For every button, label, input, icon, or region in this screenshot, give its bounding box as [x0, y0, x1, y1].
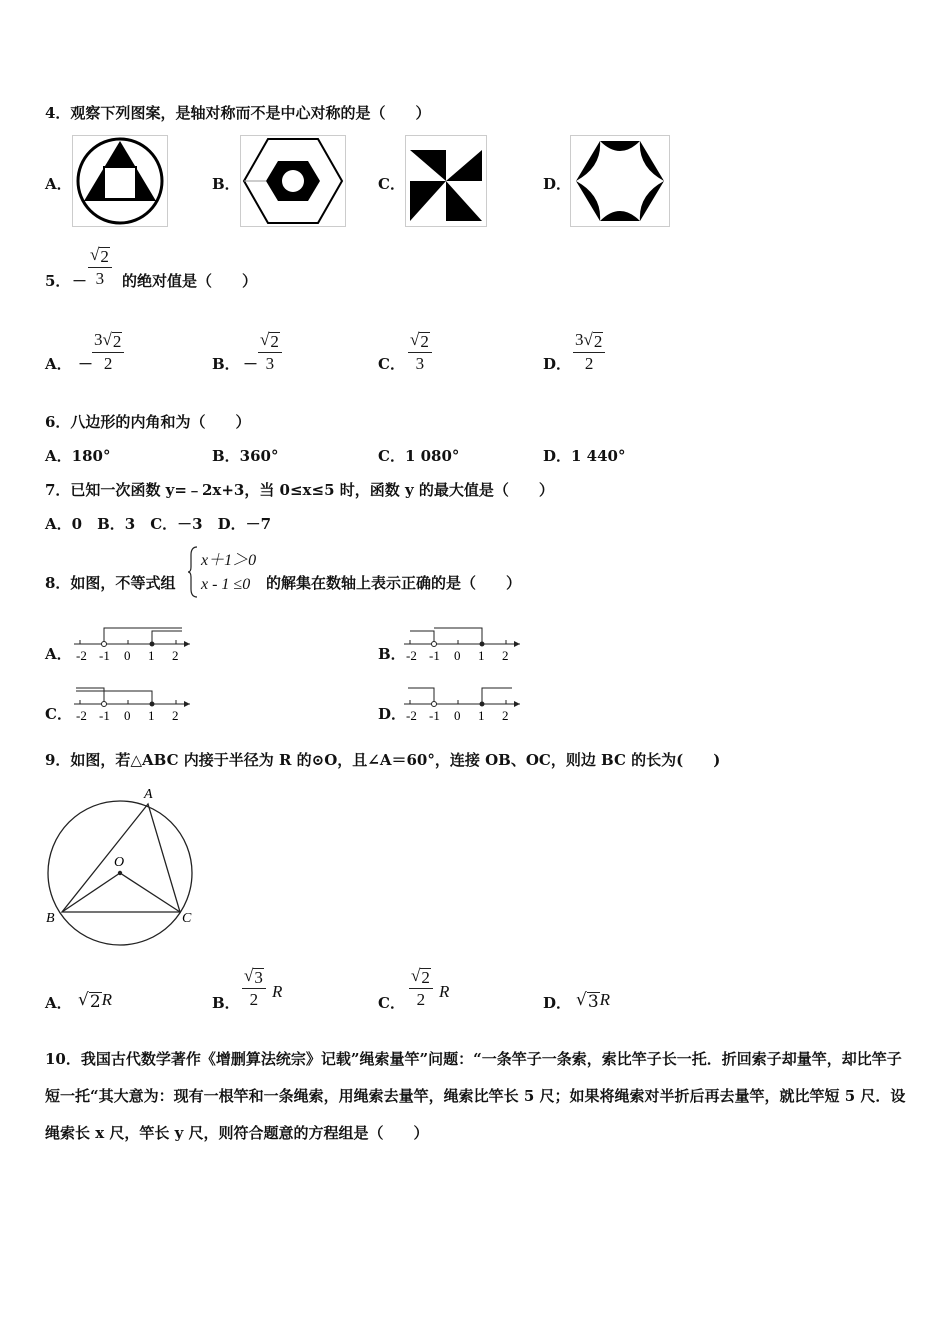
q5-stem-tail: 的绝对值是（ ）	[122, 272, 258, 290]
q8-inequality-1: x＋1＞0	[201, 552, 257, 569]
q5-negative-sign: －	[72, 272, 88, 290]
q8-option-a-numberline	[72, 622, 194, 664]
q4-option-b-label: B．	[212, 175, 240, 193]
q5-option-c-fraction: √ 2 3	[408, 330, 432, 374]
q8-stem-tail: 的解集在数轴上表示正确的是（ ）	[266, 574, 522, 592]
q9-option-a-value: √ 2 R	[78, 990, 113, 1012]
tick-label: 0	[124, 648, 131, 663]
tick-label: 1	[148, 708, 155, 723]
q6-option-d: D．1 440°	[543, 447, 626, 465]
q6-option-a: A．180°	[45, 447, 111, 465]
tick-label: -2	[406, 648, 417, 663]
q9-option-b-suffix: R	[272, 982, 283, 1001]
tick-label: 0	[454, 708, 461, 723]
q9-option-a-label: A．	[45, 994, 72, 1012]
q9-stem: 9．如图，若△ABC 内接于半径为 R 的⊙O，且∠A＝60°，连接 OB、OC，则边 BC 的长为( )	[45, 751, 721, 769]
q5-option-a-fraction: 3 √ 2 2	[92, 330, 124, 374]
q9-option-c-label: C．	[378, 994, 405, 1012]
q5-option-c-label: C．	[378, 355, 405, 373]
q9-option-d-label: D．	[543, 994, 572, 1012]
tick-label: 0	[454, 648, 461, 663]
q9-option-b-label: B．	[212, 994, 240, 1012]
tick-label: 2	[502, 708, 509, 723]
q4-option-a-label: A．	[45, 175, 72, 193]
q6-option-b: B．360°	[212, 447, 279, 465]
q8-option-c-numberline	[72, 682, 194, 724]
tick-label: 2	[172, 648, 179, 663]
q5-option-a-sign: －	[78, 355, 94, 373]
q8-stem-head: 8．如图，不等式组	[45, 574, 176, 592]
q4-option-d-label: D．	[543, 175, 572, 193]
hexagon-ring-icon	[240, 135, 346, 227]
q7-options: A．0 B．3 C．－3 D．－7	[45, 515, 272, 533]
tick-label: 0	[124, 708, 131, 723]
tick-label: 2	[172, 708, 179, 723]
circle-triangle-square-icon	[72, 135, 168, 227]
q4-stem: 4．观察下列图案，是轴对称而不是中心对称的是（ ）	[45, 104, 431, 122]
point-label-b: B	[46, 911, 55, 926]
tick-label: 1	[148, 648, 155, 663]
q8-option-d-label: D．	[378, 705, 407, 723]
q9-option-d-value: √ 3 R	[576, 990, 611, 1012]
q10-text: 10．我国古代数学著作《增删算法统宗》记载”绳索量竿”问题：“一条竿子一条索，索比竿子长一托．折回索子却量竿，却比竿子短一托“其大意为：现有一根竿和一条绳索，用绳索去量竿，绳索比竿长 5 尺；如果将绳索对半折后再去量竿，就比竿短 5 尺．设绳索长 x 尺，竿长 y 尺，则符合题意的方程组是（ ）	[45, 1050, 906, 1142]
tick-label: -1	[99, 708, 110, 723]
q9-option-b-fraction: √ 3 2	[242, 966, 266, 1010]
tick-label: -1	[429, 708, 440, 723]
q5-option-d-fraction: 3 √ 2 2	[573, 330, 605, 374]
q9-circle-figure	[40, 782, 205, 950]
q6-stem: 6．八边形的内角和为（ ）	[45, 413, 251, 431]
q5-option-d-label: D．	[543, 355, 572, 373]
tick-label: 1	[478, 708, 485, 723]
tick-label: -2	[76, 708, 87, 723]
q5-number: 5．	[45, 272, 71, 290]
curved-hexagon-star-icon	[570, 135, 670, 227]
point-label-a: A	[144, 787, 153, 802]
q9-option-c-suffix: R	[439, 982, 450, 1001]
tick-label: -2	[406, 708, 417, 723]
tick-label: -1	[99, 648, 110, 663]
brace-icon	[187, 545, 199, 599]
q6-option-c: C．1 080°	[378, 447, 460, 465]
q8-option-c-label: C．	[45, 705, 72, 723]
tick-label: -2	[76, 648, 87, 663]
q9-option-c-fraction: √ 2 2	[409, 966, 433, 1010]
q8-inequality-2: x - 1 ≤0	[201, 576, 251, 593]
q5-option-a-label: A．	[45, 355, 72, 373]
q5-option-b-fraction: √ 2 3	[258, 330, 282, 374]
q5-option-b-sign: －	[243, 355, 259, 373]
tick-label: 1	[478, 648, 485, 663]
q8-option-b-numberline	[402, 622, 524, 664]
q5-fraction: √ 2 3	[88, 245, 112, 289]
pinwheel-icon	[405, 135, 487, 227]
tick-label: -1	[429, 648, 440, 663]
point-label-c: C	[182, 911, 192, 926]
q5-option-b-label: B．	[212, 355, 240, 373]
point-label-o: O	[114, 855, 125, 870]
q8-option-a-label: A．	[45, 645, 72, 663]
tick-label: 2	[502, 648, 509, 663]
q8-option-d-numberline	[402, 682, 524, 724]
q4-option-c-label: C．	[378, 175, 405, 193]
q7-stem: 7．已知一次函数 y=﹣2x+3，当 0≤x≤5 时，函数 y 的最大值是（ ）	[45, 481, 554, 499]
q8-option-b-label: B．	[378, 645, 406, 663]
